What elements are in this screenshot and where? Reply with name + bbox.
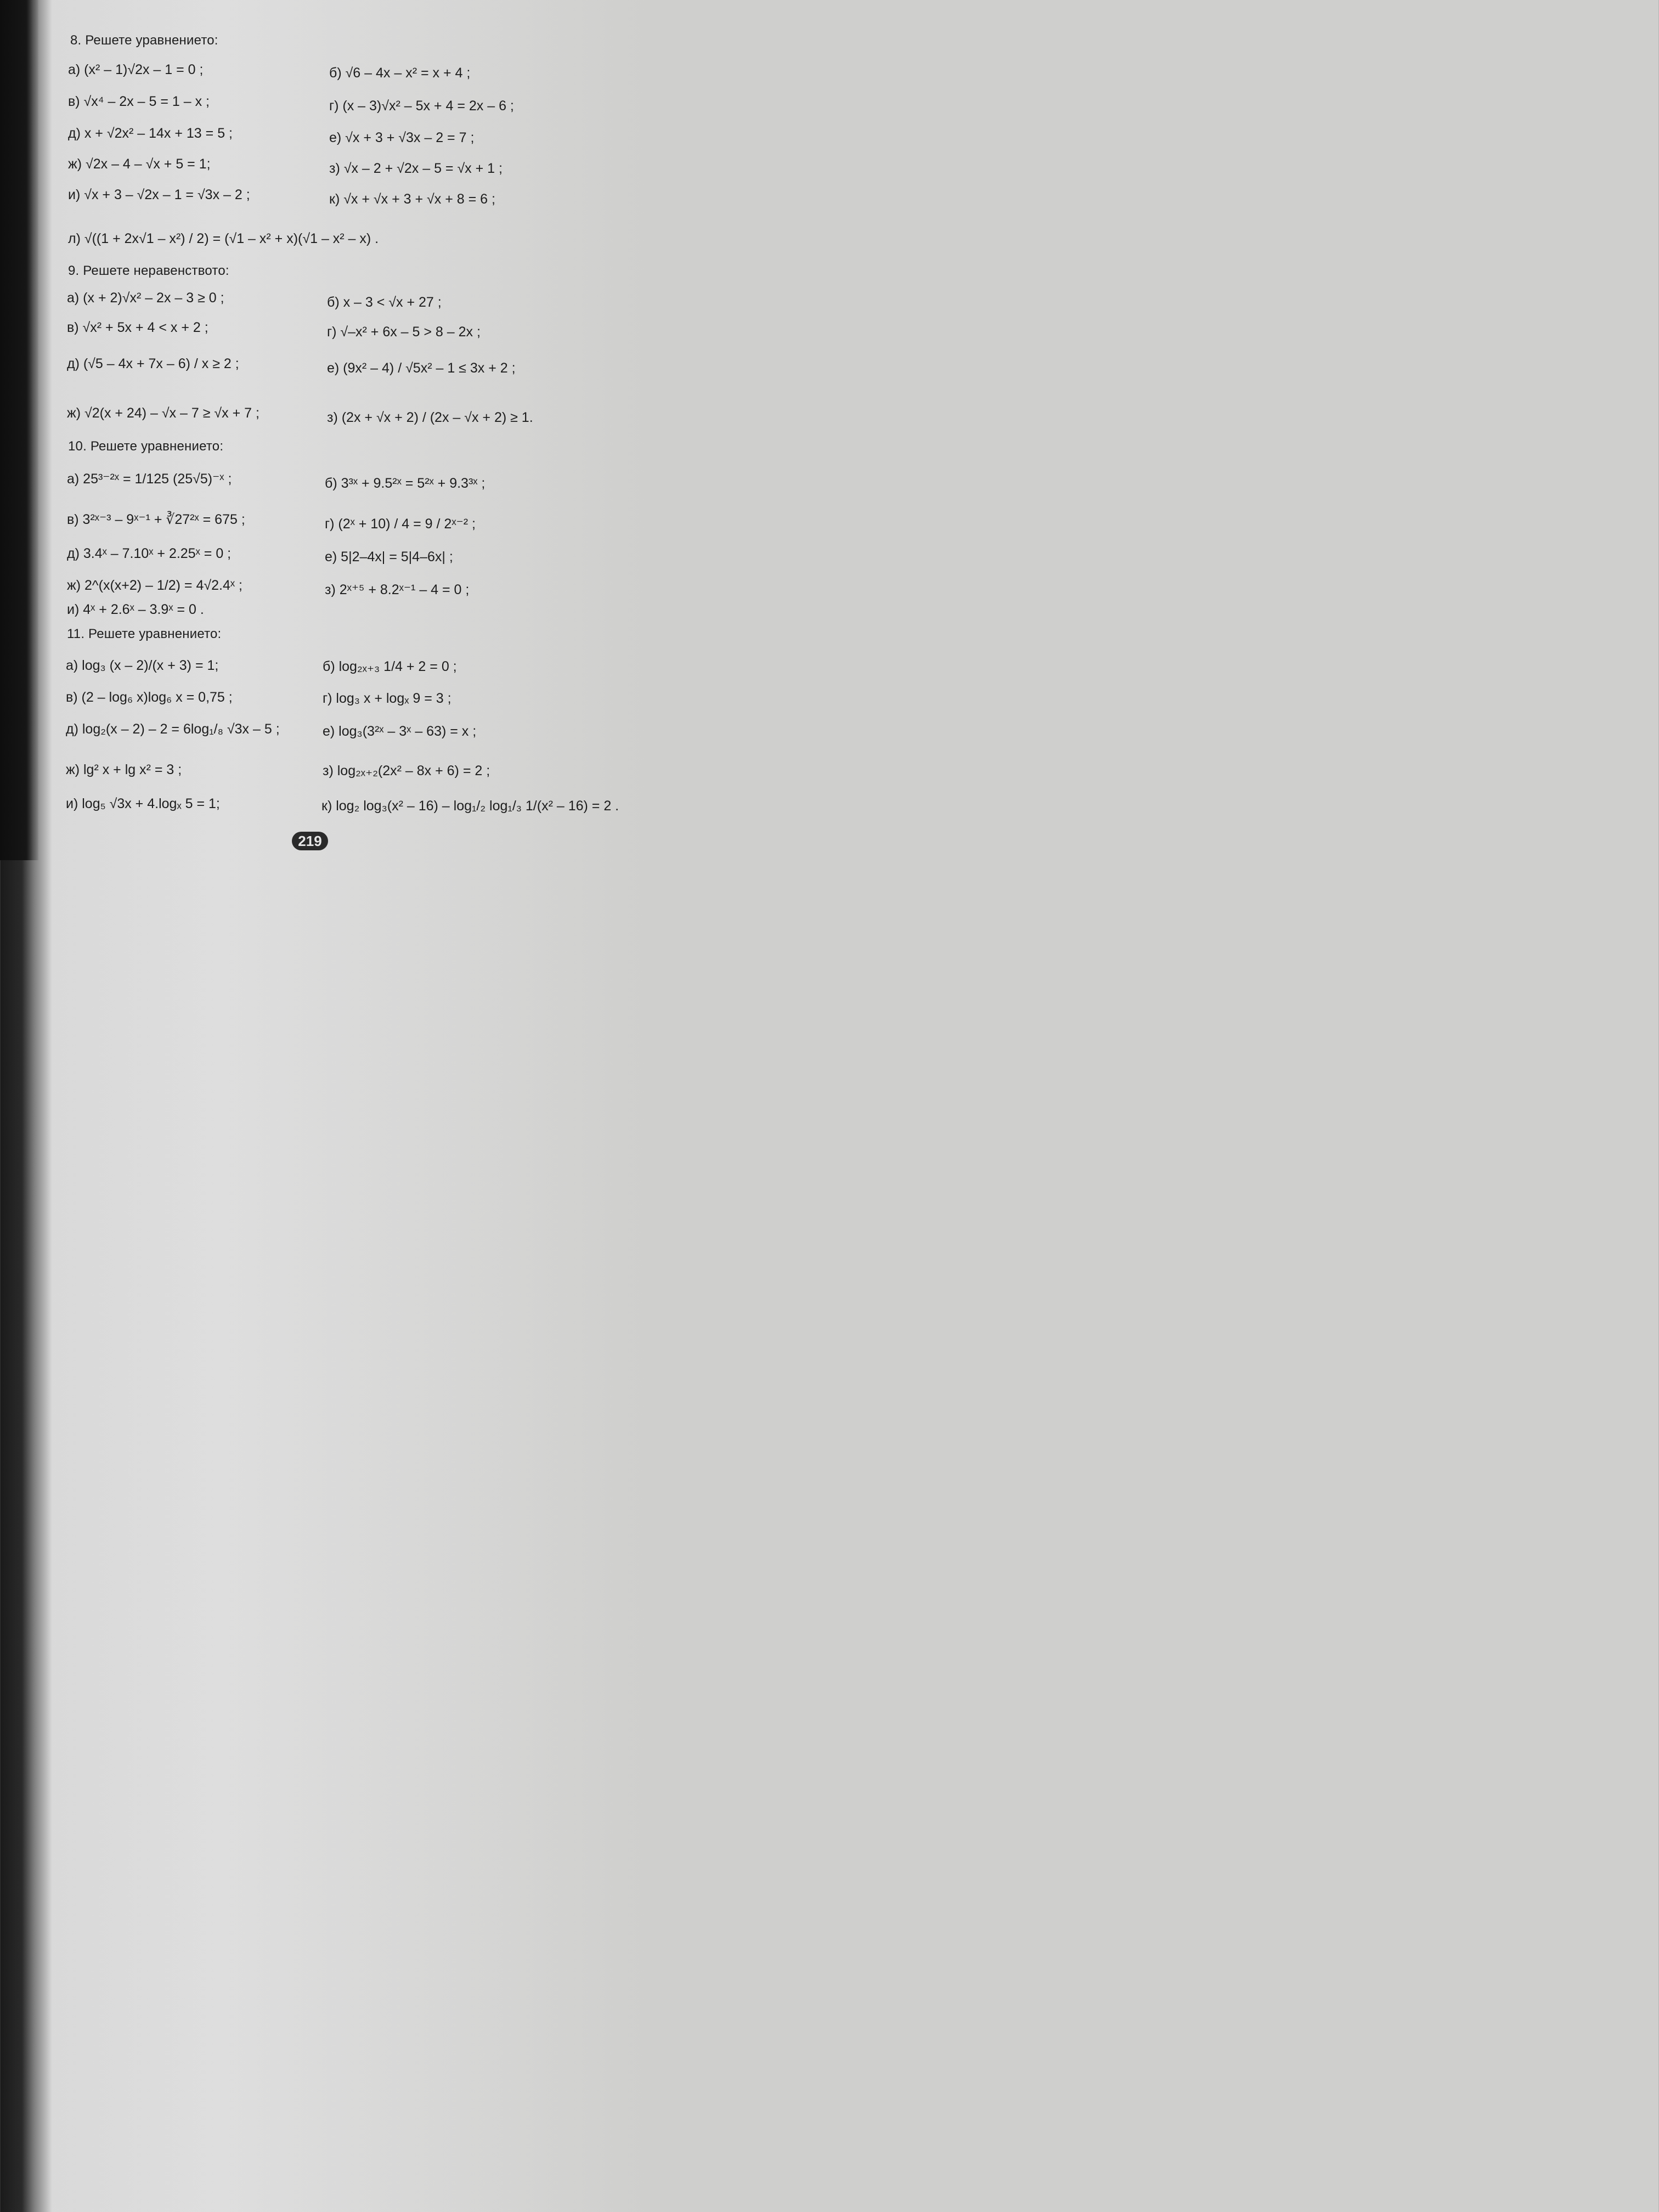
exercise-8i: и) √x + 3 – √2x – 1 = √3x – 2 ; [68,187,250,202]
exercise-10zh: ж) 2^(x(x+2) – 1/2) = 4√2.4ˣ ; [67,578,242,593]
exercise-9z: з) (2x + √x + 2) / (2x – √x + 2) ≥ 1. [327,410,533,425]
exercise-10g: г) (2ˣ + 10) / 4 = 9 / 2ˣ⁻² ; [325,516,476,532]
exercise-11d: д) log₂(x – 2) – 2 = 6log₁/₈ √3x – 5 ; [66,721,280,737]
exercise-11e: е) log₃(3²ˣ – 3ˣ – 63) = x ; [323,724,477,739]
exercise-10d: д) 3.4ˣ – 7.10ˣ + 2.25ˣ = 0 ; [67,546,232,561]
exercise-11v: в) (2 – log₆ x)log₆ x = 0,75 ; [66,690,233,705]
exercise-10e: е) 5|2–4x| = 5|4–6x| ; [325,549,453,565]
exercise-9d: д) (√5 – 4x + 7x – 6) / x ≥ 2 ; [67,356,239,371]
section-heading-8: 8. Решете уравнението: [70,33,218,48]
exercise-8k: к) √x + √x + 3 + √x + 8 = 6 ; [329,191,495,207]
exercise-8d: д) x + √2x² – 14x + 13 = 5 ; [68,126,233,141]
exercise-8a: а) (x² – 1)√2x – 1 = 0 ; [68,62,204,77]
exercise-9g: г) √–x² + 6x – 5 > 8 – 2x ; [327,324,481,340]
exercise-10z: з) 2ˣ⁺⁵ + 8.2ˣ⁻¹ – 4 = 0 ; [325,582,470,597]
exercise-8l: л) √((1 + 2x√1 – x²) / 2) = (√1 – x² + x)(√1 – x² – x) . [68,231,379,246]
exercise-8e: е) √x + 3 + √3x – 2 = 7 ; [329,130,475,145]
exercise-11i: и) log₅ √3x + 4.logₓ 5 = 1; [66,796,220,811]
section-heading-9: 9. Решете неравенството: [68,263,229,278]
exercise-8v: в) √x⁴ – 2x – 5 = 1 – x ; [68,94,210,109]
exercise-8z: з) √x – 2 + √2x – 5 = √x + 1 ; [329,161,503,176]
exercise-10b: б) 3³ˣ + 9.5²ˣ = 5²ˣ + 9.3³ˣ ; [325,476,486,491]
exercise-11g: г) log₃ x + logₓ 9 = 3 ; [323,691,452,706]
exercise-9a: а) (x + 2)√x² – 2x – 3 ≥ 0 ; [67,290,224,306]
exercise-8g: г) (x – 3)√x² – 5x + 4 = 2x – 6 ; [329,98,514,114]
exercise-11k: к) log₂ log₃(x² – 16) – log₁/₂ log₁/₃ 1/(x² – 16) = 2 . [321,798,619,814]
exercise-9zh: ж) √2(x + 24) – √x – 7 ≥ √x + 7 ; [67,405,259,421]
exercise-11zh: ж) lg² x + lg x² = 3 ; [66,762,182,777]
exercise-9b: б) x – 3 < √x + 27 ; [327,295,442,310]
page-number: 219 [292,832,328,850]
textbook-page [0,0,645,860]
exercise-10a: а) 25³⁻²ˣ = 1/125 (25√5)⁻ˣ ; [67,471,232,487]
section-heading-10: 10. Решете уравнението: [68,439,224,454]
exercise-11a: а) log₃ (x – 2)/(x + 3) = 1; [66,658,219,673]
exercise-11z: з) log₂ₓ₊₂(2x² – 8x + 6) = 2 ; [323,763,490,778]
exercise-9v: в) √x² + 5x + 4 < x + 2 ; [67,320,208,335]
exercise-9e: е) (9x² – 4) / √5x² – 1 ≤ 3x + 2 ; [327,360,516,376]
exercise-8b: б) √6 – 4x – x² = x + 4 ; [329,65,471,81]
page-binding-shadow [0,0,38,860]
exercise-8zh: ж) √2x – 4 – √x + 5 = 1; [68,156,211,172]
exercise-10v: в) 3²ˣ⁻³ – 9ˣ⁻¹ + ∛27²ˣ = 675 ; [67,512,245,527]
section-heading-11: 11. Решете уравнението: [67,627,222,641]
exercise-10i: и) 4ˣ + 2.6ˣ – 3.9ˣ = 0 . [67,602,204,617]
exercise-11b: б) log₂ₓ₊₃ 1/4 + 2 = 0 ; [323,659,457,674]
